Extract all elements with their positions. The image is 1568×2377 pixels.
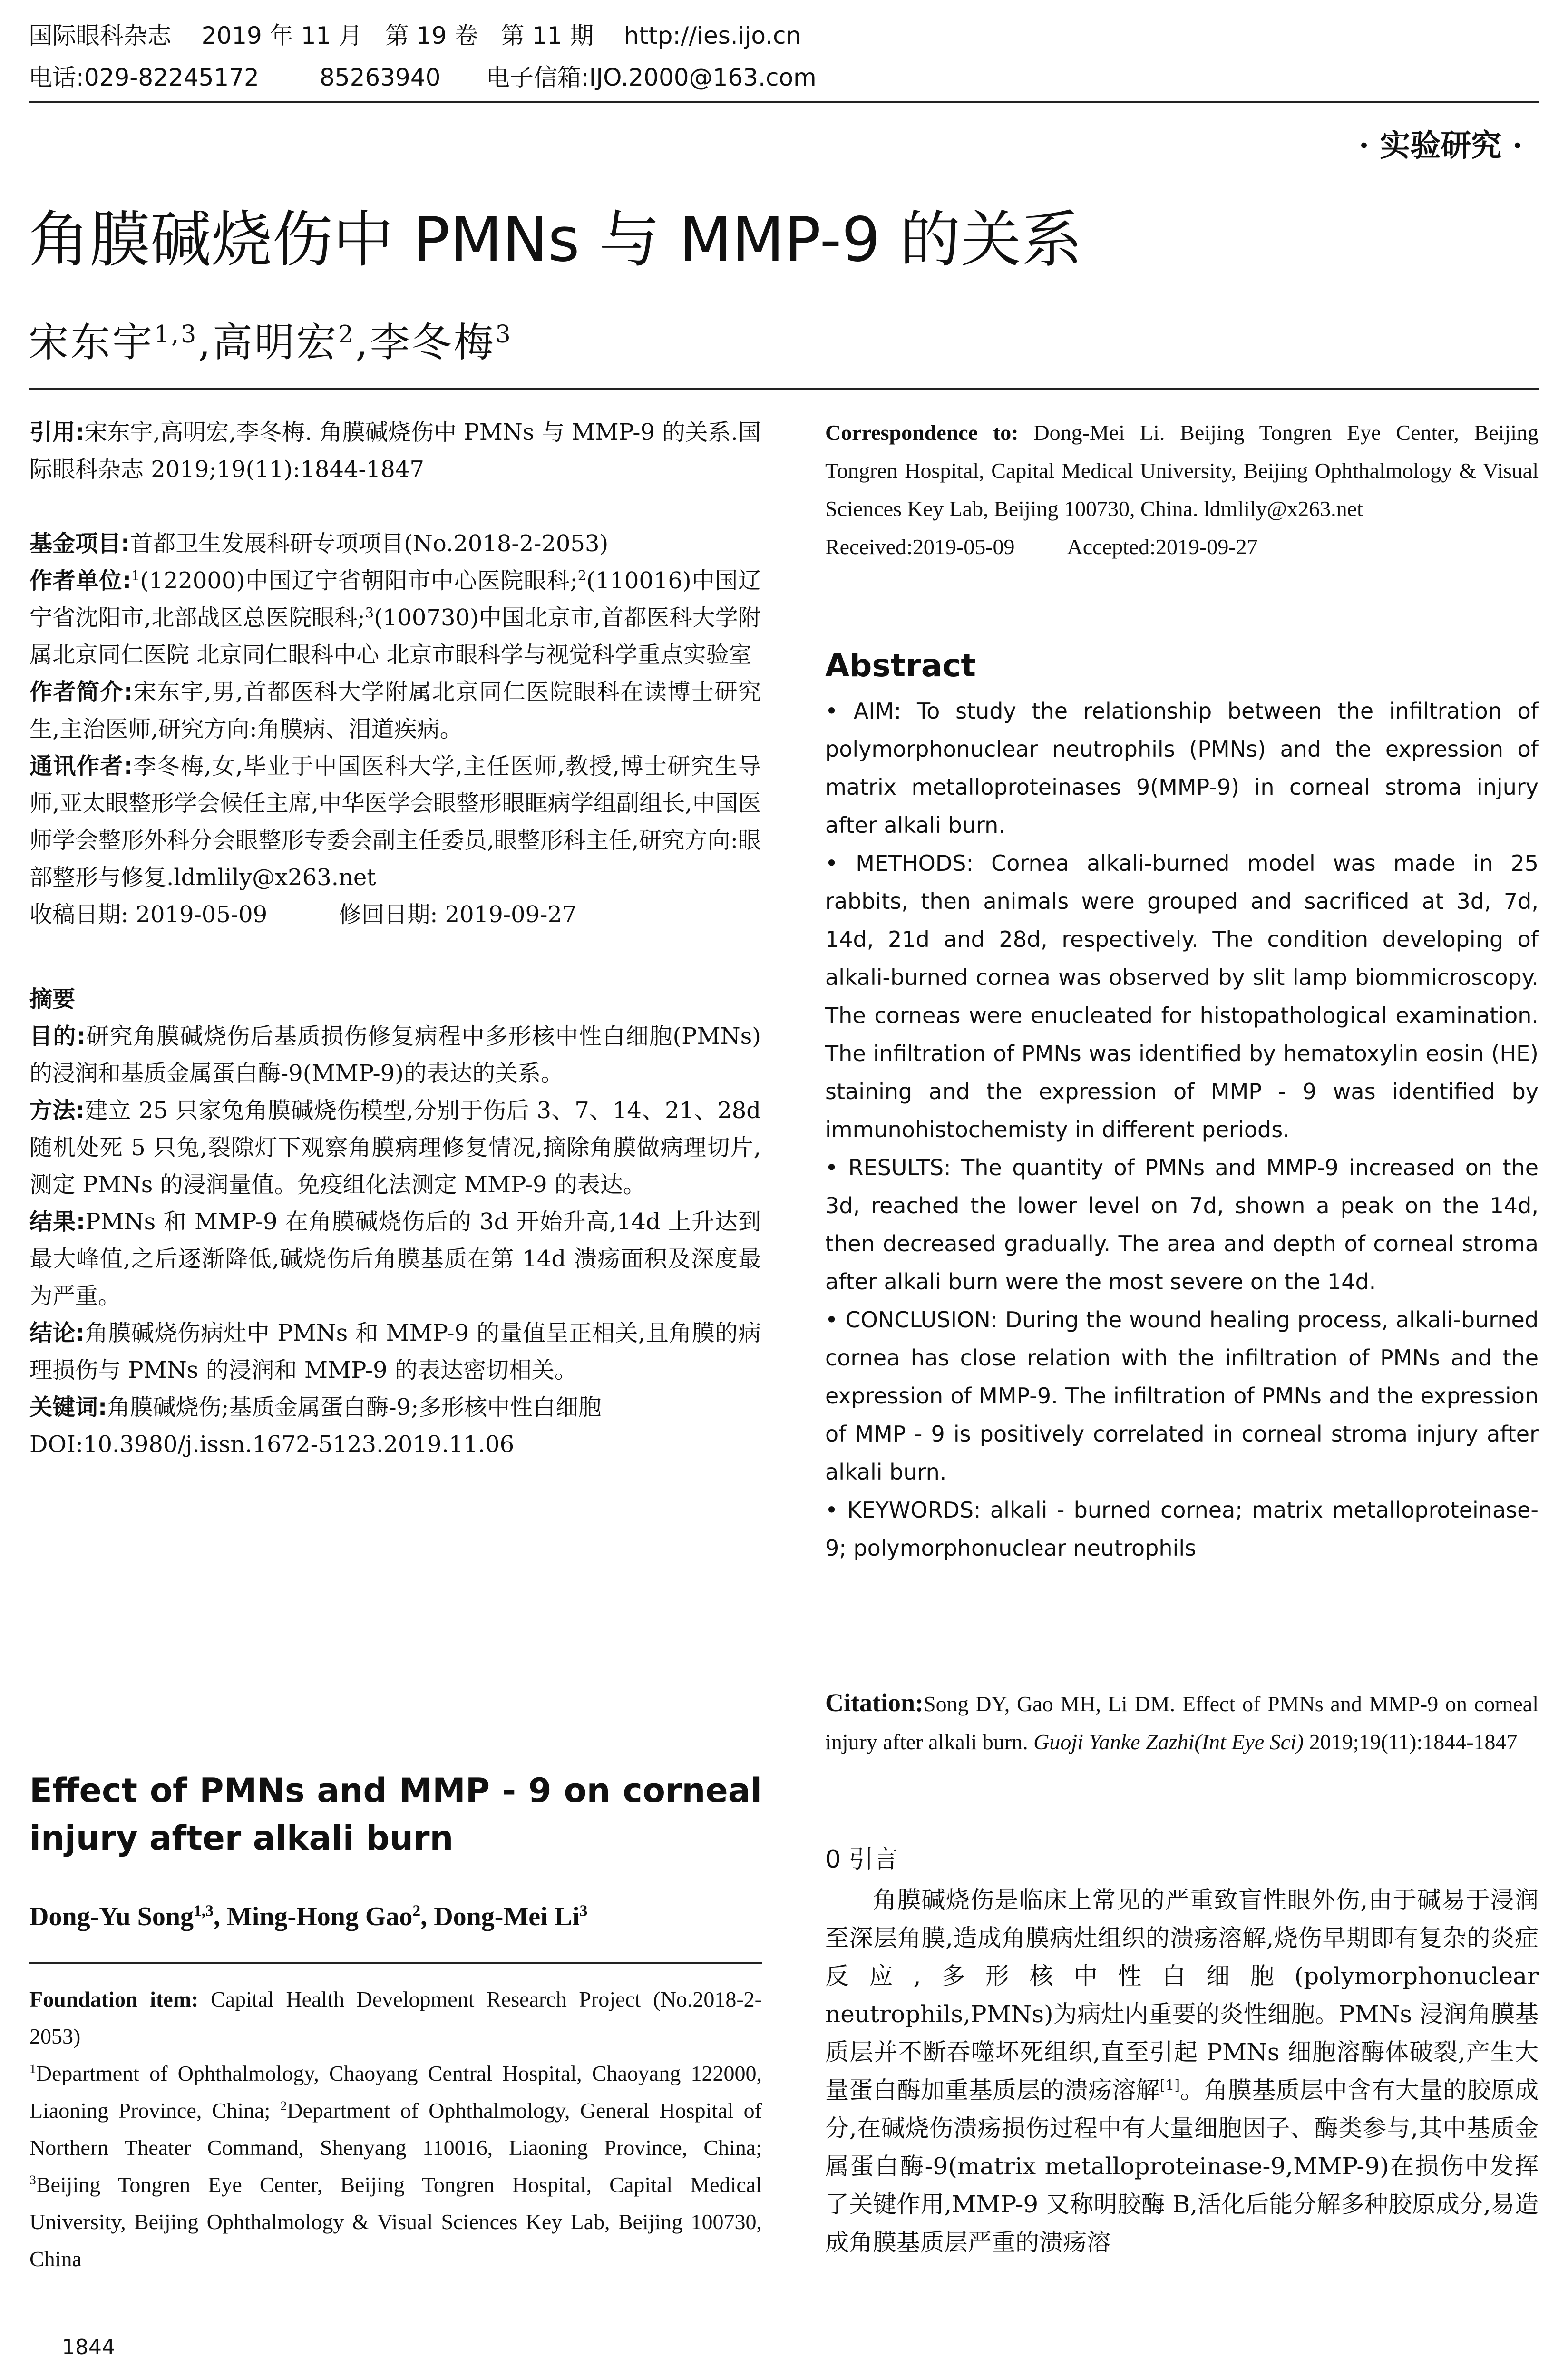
dates-cn: 收稿日期: 2019-05-09 修回日期: 2019-09-27 [29, 901, 577, 928]
methods-en: • METHODS: Cornea alkali-burned model was made in 25 rabbits, then animals were grouped and sacrificed at 3d, 7d, 14d, 21d and 28d, respectively. The condition developing of alkali-burned cornea was observed by slit lamp biommicroscopy. The corneas were enucleated for histopathological examination. The infiltration of PMNs was identified by hematoxylin eosin (HE) staining and the expression of MMP - 9 was identified by immunohistochemisty in different periods. [825, 850, 1539, 1142]
affiliations-en [29, 1981, 762, 2278]
reference-1: [1] [1159, 2077, 1180, 2094]
author-cn-2-affil: 2 [338, 320, 355, 348]
received-en: Received:2019-05-09 [825, 535, 1015, 559]
english-title: Effect of PMNs and MMP - 9 on corneal injury after alkali burn [29, 1771, 762, 1858]
units-cn: 作者单位:$^1$(122000)中国辽宁省朝阳市中心医院眼科;$^2$(110016)中国辽宁省沈阳市,北部战区总医院眼科;$^3$(100730)中国北京市,首都医科大学附属北京同仁医院 北京同仁眼科中心 北京市眼科学与视觉科学重点实验室 [29, 567, 761, 668]
author-cn-3: ,李冬梅 [355, 319, 496, 366]
results-cn: 结果:PMNs 和 MMP-9 在角膜碱烧伤后的 3d 开始升高,14d 上升达到最大峰值,之后逐渐降低,碱烧伤后角膜基质在第 14d 溃疡面积及深度最为严重。 [29, 1208, 761, 1309]
abstract-en [825, 692, 1539, 1567]
author-en-2: , Ming-Hong Gao [213, 1902, 413, 1931]
objective-cn: 目的:研究角膜碱烧伤后基质损伤修复病程中多形核中性白细胞(PMNs)的浸润和基质金属蛋白酶-9(MMP-9)的表达的关系。 [29, 1023, 761, 1087]
authors-en: Dong-Yu Song$^{1,3}$, Ming-Hong Gao$^2$, Dong-Mei Li$^3$ [29, 1902, 588, 1931]
author-cn-1-affil: 1,3 [154, 320, 198, 348]
page-number: 1844 [62, 2335, 115, 2359]
intro-heading: 0 引言 [825, 1845, 898, 1874]
author-en-3: , Dong-Mei Li [420, 1902, 580, 1931]
correspondence-en: Correspondence to: Dong-Mei Li. Beijing Tongren Eye Center, Beijing Tongren Hospital, Capital Medical University, Beijing Ophthalmology & Visual Sciences Key Lab, Beijing 100730, China. ldmlily@x263.net Received:2019-05-09 Accepted:2019-09-27 [825, 420, 1539, 559]
author-cn-1: 宋东宇 [29, 319, 155, 366]
authors-rule [29, 388, 1539, 390]
conclusion-cn: 结论:角膜碱烧伤病灶中 PMNs 和 MMP-9 的量值呈正相关,且角膜的病理损伤与 PMNs 的浸润和 MMP-9 的表达密切相关。 [29, 1320, 761, 1383]
affil-en: $^1$Department of Ophthalmology, Chaoyang Central Hospital, Chaoyang 122000, Liaoning Province, China; $^2$Department of Ophthalmology, General Hospital of Northern Theater Command, Shenyang 110016, Liaoning Province, China; $^3$Beijing Tongren Eye Center, Beijing Tongren Hospital, Capital Medical University, Beijing Ophthalmology & Visual Sciences Key Lab, Beijing 100730, China [29, 2061, 762, 2271]
author-cn-2: ,高明宏 [198, 319, 338, 366]
author-en-1: Dong-Yu Song [29, 1902, 194, 1931]
keywords-en: • KEYWORDS: alkali - burned cornea; matrix metalloproteinase-9; polymorphonuclear neutrophils [825, 1497, 1539, 1561]
fund-cn: 基金项目:首都卫生发展科研专项项目(No.2018-2-2053) [29, 530, 609, 557]
keywords-cn: 关键词:角膜碱烧伤;基质金属蛋白酶-9;多形核中性白细胞 [29, 1394, 602, 1421]
left-column [29, 414, 761, 1463]
authors-cn [29, 316, 513, 369]
article-title: 角膜碱烧伤中 PMNs 与 MMP-9 的关系 [29, 205, 1082, 275]
conclusion-en: • CONCLUSION: During the wound healing process, alkali-burned cornea has close relation with the infiltration of PMNs and the expression of MMP-9. The infiltration of PMNs and the expression of MMP - 9 is positively correlated in corneal stroma injury after alkali burn. [825, 1307, 1539, 1485]
foundation-en: Foundation item: Capital Health Development Research Project (No.2018-2-2053) [29, 1987, 762, 2048]
header-rule [29, 101, 1539, 103]
intro-body: 角膜碱烧伤是临床上常见的严重致盲性眼外伤,由于碱易于浸润至深层角膜,造成角膜病灶组织的溃疡溶解,烧伤早期即有复杂的炎症反应,多形核中性白细胞(polymorphonuclear neutrophils,PMNs)为病灶内重要的炎性细胞。PMNs 浸润角膜基质层并不断吞噬坏死组织,直至引起 PMNs 细胞溶酶体破裂,产生大量蛋白酶加重基质层的溃疡溶解[1]。角膜基质层中含有大量的胶原成分,在碱烧伤溃疡损伤过程中有大量细胞因子、酶类参与,其中基质金属蛋白酶-9(matrix metalloproteinase-9,MMP-9)在损伤中发挥了关键作用,MMP-9 又称明胶酶 B,活化后能分解多种胶原成分,易造成角膜基质层严重的溃疡溶 [825, 1886, 1539, 2256]
authors-en-rule [29, 1962, 762, 1964]
author-cn-3-affil: 3 [495, 320, 513, 348]
doi: DOI:10.3980/j.issn.1672-5123.2019.11.06 [29, 1431, 515, 1458]
abstract-cn-heading: 摘要 [29, 986, 76, 1013]
correspondence-cn: 通讯作者:李冬梅,女,毕业于中国医科大学,主任医师,教授,博士研究生导师,亚太眼整形学会候任主席,中华医学会眼整形眼眶病学组副组长,中国医师学会整形外科分会眼整形专委会副主任委员,眼整形科主任,研究方向:眼部整形与修复.ldmlily@x263.net [29, 753, 761, 891]
aim-en: • AIM: To study the relationship between the infiltration of polymorphonuclear neutrophils (PMNs) and the expression of matrix metalloproteinases 9(MMP-9) in corneal stroma injury after alkali burn. [825, 698, 1539, 838]
results-en: • RESULTS: The quantity of PMNs and MMP-9 increased on the 3d, reached the lower level on 7d, shown a peak on the 14d, then decreased gradually. The area and depth of corneal stroma after alkali burn were the most severe on the 14d. [825, 1155, 1539, 1295]
abstract-heading: Abstract [825, 647, 976, 684]
bio-cn: 作者简介:宋东宇,男,首都医科大学附属北京同仁医院眼科在读博士研究生,主治医师,研究方向:角膜病、泪道疾病。 [29, 679, 761, 742]
citation-en: Citation:Song DY, Gao MH, Li DM. Effect of PMNs and MMP-9 on corneal injury after alkali burn. Guoji Yanke Zazhi(Int Eye Sci) 2019;19(11):1844-1847 [825, 1688, 1539, 1754]
journal-header-line2: 电话:029-82245172 85263940 电子信箱:IJO.2000@163.com [29, 64, 817, 91]
accepted-en: Accepted:2019-09-27 [1067, 535, 1258, 559]
citation-cn: 引用:宋东宇,高明宏,李冬梅. 角膜碱烧伤中 PMNs 与 MMP-9 的关系.国际眼科杂志 2019;19(11):1844-1847 [29, 419, 761, 483]
section-label: · 实验研究 · [1358, 128, 1523, 164]
journal-header-line1: 国际眼科杂志 2019 年 11 月 第 19 卷 第 11 期 http://ies.ijo.cn [29, 22, 801, 49]
methods-cn: 方法:建立 25 只家兔角膜碱烧伤模型,分别于伤后 3、7、14、21、28d 随机处死 5 只兔,裂隙灯下观察角膜病理修复情况,摘除角膜做病理切片,测定 PMNs 的浸润量值。免疫组化法测定 MMP-9 的表达。 [29, 1097, 761, 1198]
